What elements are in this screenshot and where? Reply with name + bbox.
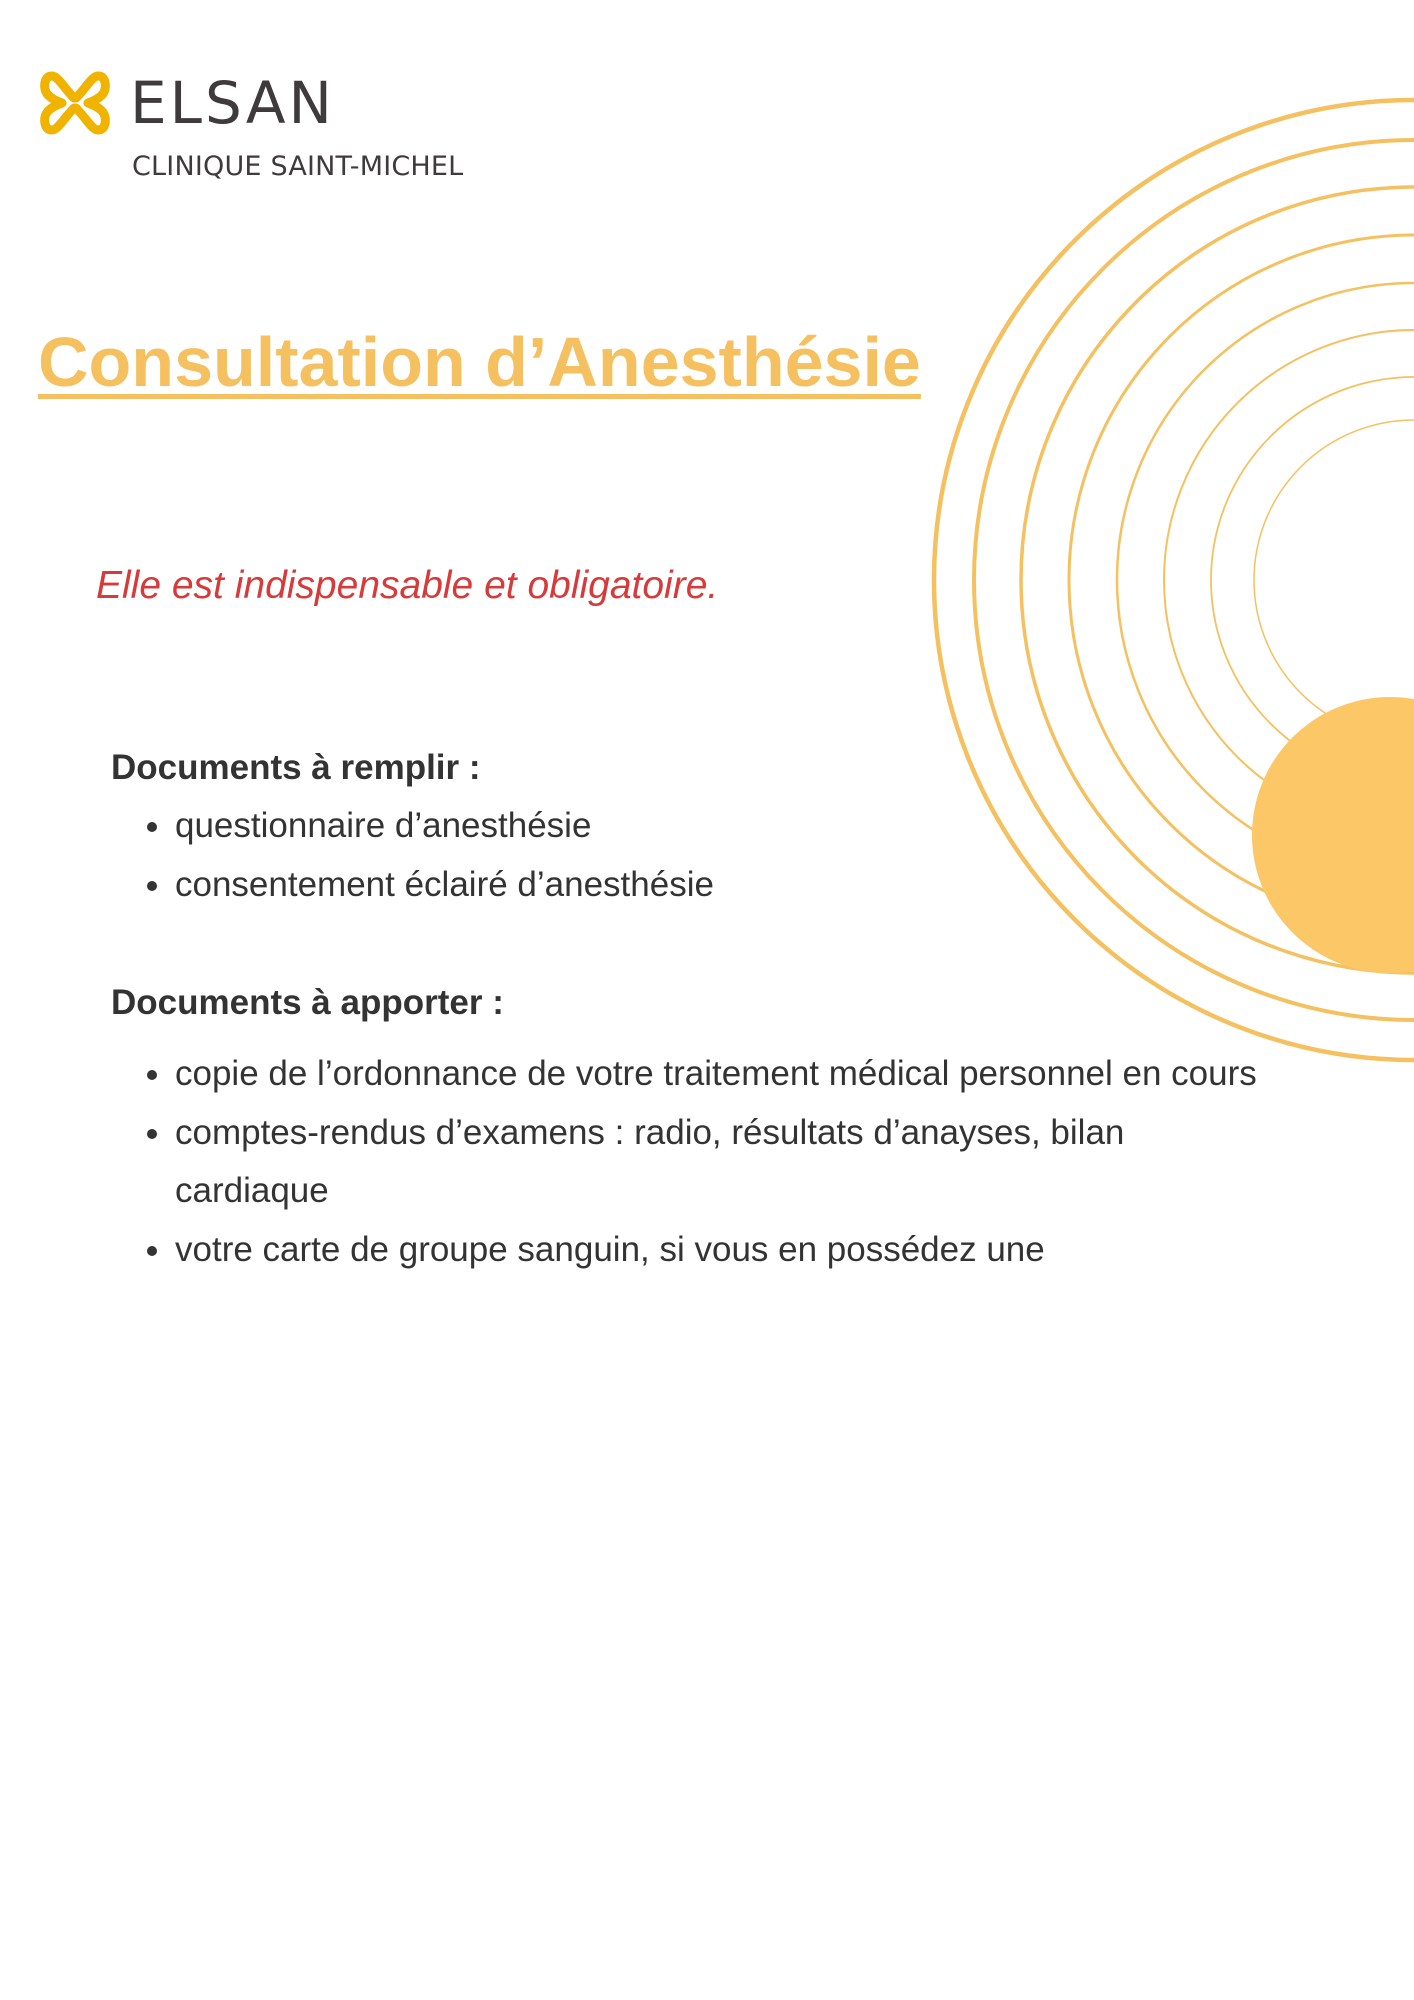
subtitle-notice: Elle est indispensable et obligatoire. (96, 564, 719, 607)
list-item: questionnaire d’anesthésie (140, 797, 1040, 856)
list-item: copie de l’ordonnance de votre traitement médical personnel en cours (140, 1045, 1270, 1104)
decorative-ring (1254, 420, 1414, 740)
decorative-ring (1164, 330, 1414, 830)
list-item: votre carte de groupe sanguin, si vous en possédez une (140, 1221, 1270, 1280)
documents-to-fill-list (140, 797, 1040, 914)
decorative-ring (934, 100, 1414, 1060)
list-item: comptes-rendus d’examens : radio, résultats d’anayses, bilan cardiaque (140, 1104, 1270, 1221)
brand-name: ELSAN (130, 69, 335, 137)
decorative-ring (974, 140, 1414, 1020)
decorative-ring (1069, 235, 1414, 925)
decorative-ring (1021, 187, 1414, 973)
clinic-name: CLINIQUE SAINT-MICHEL (132, 151, 464, 182)
decorative-ring (1117, 283, 1414, 877)
decorative-sun-circle (1252, 697, 1414, 973)
elsan-logo-icon (40, 68, 110, 138)
decorative-ring (1211, 377, 1414, 783)
section-heading-fill: Documents à remplir : (111, 748, 481, 787)
page-title: Consultation d’Anesthésie (38, 323, 921, 401)
section-heading-bring: Documents à apporter : (111, 983, 504, 1022)
list-item: consentement éclairé d’anesthésie (140, 856, 1040, 915)
documents-to-bring-list (140, 1045, 1270, 1279)
